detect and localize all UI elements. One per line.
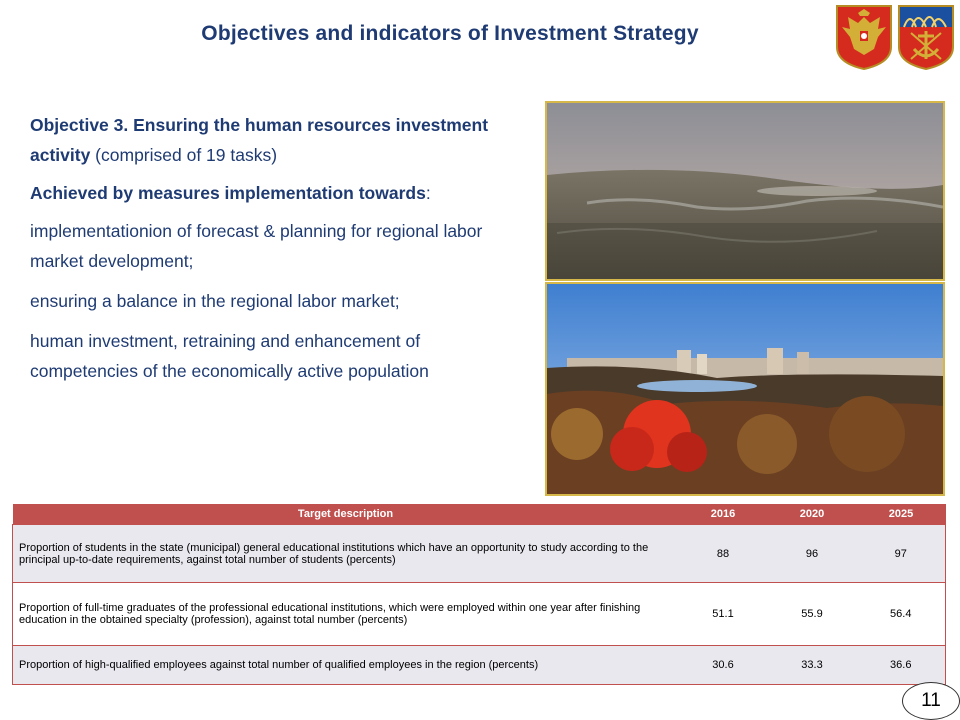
value-2025: 56.4 [857,583,946,646]
header-target-description: Target description [13,504,679,525]
table-row [13,646,946,685]
tundra-landscape-photo [545,101,945,281]
row-description: Proportion of high-qualified employees against total number of qualified employees in the region (percents) [13,646,679,685]
value-2020: 96 [768,525,857,583]
header-2025: 2025 [857,504,946,525]
measure-item: human investment, retraining and enhancement of competencies of the economically active population [30,331,429,381]
measure-item: ensuring a balance in the regional labor market; [30,291,400,311]
targets-table [12,504,945,685]
measure-item: implementationion of forecast & planning for regional labor market development; [30,221,483,271]
value-2016: 88 [679,525,768,583]
table-row [13,525,946,583]
value-2020: 55.9 [768,583,857,646]
value-2016: 51.1 [679,583,768,646]
objective-text [30,110,510,396]
autumn-city-photo [545,282,945,496]
murmansk-coat-of-arms-icon [896,3,956,71]
table-header-row [13,504,946,525]
row-description: Proportion of students in the state (municipal) general educational institutions which have an opportunity to study according to the principal up-to-date requirements, against total number of students (percents) [13,525,679,583]
russia-coat-of-arms-icon [834,3,894,71]
page-title: Objectives and indicators of Investment Strategy [201,22,699,45]
measures-heading: Achieved by measures implementation towards: [30,183,431,203]
header-2016: 2016 [679,504,768,525]
value-2025: 36.6 [857,646,946,685]
row-description: Proportion of full-time graduates of the professional educational institutions, which were employed within one year after finishing education in the obtained specialty (profession), against total number (percents) [13,583,679,646]
objective-heading: Objective 3. Ensuring the human resources investment activity (comprised of 19 tasks) [30,115,489,165]
emblems [834,3,956,71]
header-2020: 2020 [768,504,857,525]
page-number: 11 [902,682,960,720]
value-2025: 97 [857,525,946,583]
value-2020: 33.3 [768,646,857,685]
table-row [13,583,946,646]
value-2016: 30.6 [679,646,768,685]
